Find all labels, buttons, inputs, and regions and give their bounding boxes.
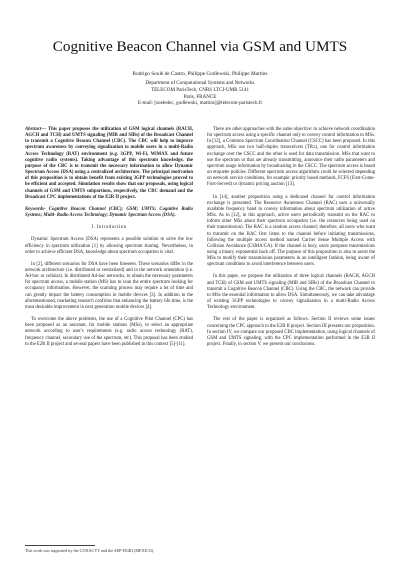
body-paragraph: In this paper, we propose the utilization of three logical channels (RACH, AGCH and TCH) of GSM and UMTS signaling (MIB and SIBs) of the Broadcast Channel to transmit a Cognitive Beacon Channel (CBC). Using the CBC, the network can provide to MSs the essential information to allow DSA. Simultaneously, we can take advantage of existing 3GPP technologies to convey signalization in a multi-Radio Access Technology environment. — [207, 274, 375, 311]
author-list: Rodrigo Soulé de Castro, Philippe Godlewski, Philippe Martins — [132, 71, 268, 77]
body-paragraph: To overcome the above problems, the use of a Cognitive Pilot Channel (CPC) has been proposed as an assistant, for mobile stations (MSs), to select an appropriate network according to user's requirements (e.g. radio access technology (RAT), frequency channel, secondary use of the spectrum, etc). This proposal has been studied in the E2R II project and several papers have been published in this context [5]-[11]. — [25, 317, 193, 347]
left-column — [25, 127, 193, 354]
body-paragraph: In [2], different scenarios for DSA have been foreseen. These scenarios differ in the network architecture (i.e. distributed or centralized) and in the network orientation (i.e. Ad-hoc or cellular). In distributed Ad-hoc networks, to obtain the necessary parameters for spectrum access, a mobile station (MS) has to scan the entire spectrum looking for occupancy information. However, the scanning process may require a lot of time and can greatly impact the battery consumption in mobile devices [3]. In addition to the aforementioned, marketing research confirms that enhancing the battery life time, is the most desirable improvement in next generation mobile devices [4]. — [25, 261, 193, 310]
paper-title: Cognitive Beacon Channel via GSM and UMTS — [52, 38, 348, 55]
right-column — [207, 127, 375, 354]
section-heading: I. Introduction — [91, 225, 127, 231]
author-email: E-mail: [soeledec, godlewski, martins]@telecom-paristech.fr — [137, 100, 263, 107]
affiliation-line: TELECOM ParisTech, CNRS LTCI-UMR 5141 — [150, 86, 250, 93]
body-paragraph: In [14], another proposition using a dedicated channel for control information exchange is presented. The Resource Awareness Channel (RAC) uses a universally available frequency band to convey information about spectrum utilization of active MSs. As in [12], in this approach, active users periodically transmit on the RAC to inform other MSs about their spectrum occupation (i.e. the resources being used on their transmission). The RAC is a random access channel; therefore, all users who want to transmit on the RAC first listen to the channel before initiating transmissions, following the multiple access method named Carrier Sense Multiple Access with Collision Avoidance (CSMA/CA). If the channel is busy, users postpone transmissions using a binary exponential back off. The purpose of this proposition is also to assist the MSs to modify their transmission parameters in an intelligent fashion, being aware of spectrum conditions to avoid interference between users. — [207, 194, 375, 268]
affiliation-block — [0, 80, 400, 107]
abstract — [25, 127, 193, 201]
keywords: Keywords- Cognitive Beacon Channel (CBC); GSM; UMTS; Cognitive Radio Systems; Multi- Radio Access Technology; Dynamic Spectrum Access (DSA). — [25, 206, 193, 219]
abstract-label: Abstract— — [25, 127, 47, 132]
footnote: This work was supported by the CONACYT and the SEP-DGRI (MEXICO). — [25, 548, 155, 553]
affiliation-line: Department of Computational Systems and Networks — [145, 80, 255, 86]
footnote-rule — [25, 545, 95, 546]
affiliation-line: Paris, FRANCE — [183, 93, 217, 100]
body-paragraph: The rest of the paper is organized as follows. Section II reviews some issues concerning the CPC approach in the E2R II project. Section III presents our proposition. In section IV, we compare our proposed CBC implementation, using logical channels of GSM and UMTS signaling, with the CPC implementation performed in the E2R II project. Finally, in section V, we present our conclusions. — [207, 317, 375, 347]
abstract-text: This paper proposes the utilization of GSM logical channels (RACH, AGCH and TCH) and UMTS signaling (MIB and SIBs) of the Broadcast Channel to transmit a Cognitive Beacon Channel (CBC). The CBC will help to improve spectrum awareness by conveying signalization to mobile users in a multi-Radio Access Technology (RAT) environment (e.g. 3GPP, Wi-Fi, WiMAX and future cognitive radio systems). Taking advantage of this spectrum knowledge, the purpose of the CBC is to transmit the necessary information to allow Dynamic Spectrum Access (DSA) using a centralized architecture. The principal motivation of this proposition is to obtain benefit from existing 3GPP technologies proved to be efficient and accepted. Simulation results show that our proposals, using logical channels of GSM and UMTS subportions, respectively, the CBC demand and the Broadcast CPC implementations of the E2R II project. — [25, 127, 193, 200]
body-paragraph: Dynamic Spectrum Access (DSA) represents a possible solution to solve the low efficiency in spectrum utilization [1] by allowing spectrum sharing. Nevertheless, in order to achieve efficient DSA, knowledge about spectrum occupation is vital. — [25, 237, 193, 255]
body-paragraph: There are other approaches with the same objective: to achieve network coordination for spectrum access using a specific channel only to convey control information to MSs. In [12], a Common Spectrum Coordination Channel (CSCC) has been proposed. In this approach, MSs use two half-duplex transceivers (TRx), one for control information exchange over the CSCC and the other is used for data transmission. MSs that want to use the spectrum or that are already transmitting, announce their radio parameters and spectrum usage information by broadcasting in the CSCC. The spectrum access is based on etiquette policies. Different spectrum access algorithms could be selected depending on network service conditions, for example: priority based methods, FCFS (First-Come-First-Served) or dynamic pricing auction [13]. — [207, 127, 375, 188]
